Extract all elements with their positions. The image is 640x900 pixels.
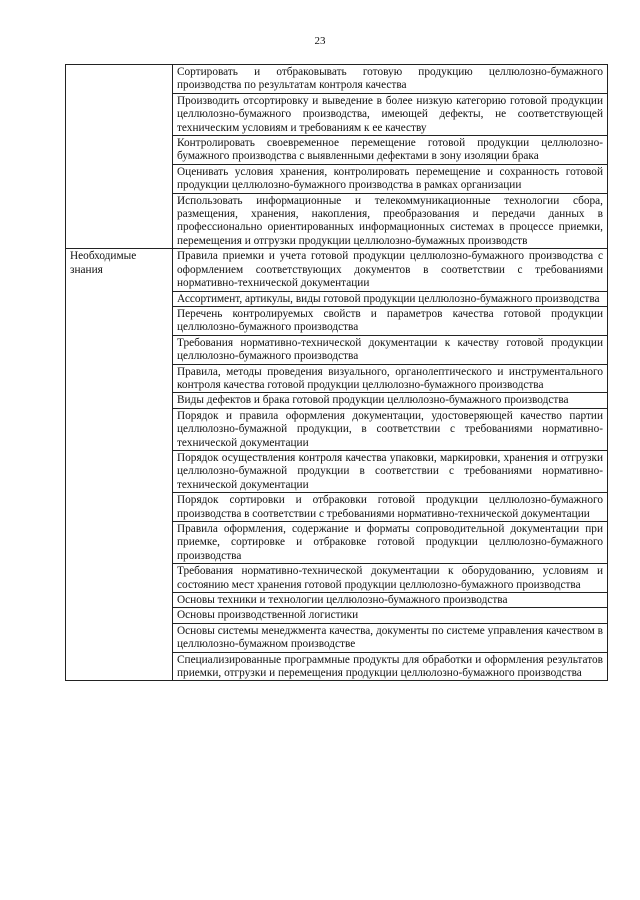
table-cell: Основы системы менеджмента качества, документы по системе управления качеством в целлюлозно-бумажном производстве bbox=[173, 623, 608, 652]
table-cell: Основы производственной логистики bbox=[173, 608, 608, 623]
table-cell: Контролировать своевременное перемещение готовой продукции целлюлозно-бумажного производства с выявленными дефектами в зону изоляции брака bbox=[173, 136, 608, 165]
table-cell: Перечень контролируемых свойств и параметров качества готовой продукции целлюлозно-бумажного производства bbox=[173, 306, 608, 335]
table-cell: Производить отсортировку и выведение в более низкую категорию готовой продукции целлюлозно-бумажного производства, имеющей дефекты, не соответствующей техническим условиям и требованиям к ее качеству bbox=[173, 93, 608, 135]
table-cell: Требования нормативно-технической документации к качеству готовой продукции целлюлозно-бумажного производства bbox=[173, 335, 608, 364]
table-row bbox=[66, 249, 608, 291]
table-cell: Порядок и правила оформления документации, удостоверяющей качество партии целлюлозно-бумажной продукции, в соответствии с требованиями нормативно-технической документации bbox=[173, 408, 608, 450]
table-cell: Порядок сортировки и отбраковки готовой продукции целлюлозно-бумажного производства в соответствии с требованиями нормативно-технической документации bbox=[173, 493, 608, 522]
table-cell: Специализированные программные продукты для обработки и оформления результатов приемки, отгрузки и перемещения продукции целлюлозно-бумажного производства bbox=[173, 652, 608, 681]
table-row bbox=[66, 65, 608, 94]
table-cell: Правила приемки и учета готовой продукции целлюлозно-бумажного производства с оформлением соответствующих документов в соответствии с требованиями нормативно-технической документации bbox=[173, 249, 608, 291]
table-cell: Ассортимент, артикулы, виды готовой продукции целлюлозно-бумажного производства bbox=[173, 291, 608, 306]
table-cell: Использовать информационные и телекоммуникационные технологии сбора, размещения, хранения, накопления, преобразования и передачи данных в профессионально ориентированных информационных системах в процессе приемки, перемещения и отгрузки продукции целлюлозно-бумажных производств bbox=[173, 193, 608, 249]
page-number: 23 bbox=[314, 35, 326, 47]
table-cell: Виды дефектов и брака готовой продукции целлюлозно-бумажного производства bbox=[173, 393, 608, 408]
section-label-skills bbox=[66, 65, 173, 249]
competency-table bbox=[65, 64, 608, 681]
table-cell: Порядок осуществления контроля качества упаковки, маркировки, хранения и отгрузки целлюлозно-бумажной продукции в соответствии с требованиями нормативно-технической документации bbox=[173, 450, 608, 492]
table-cell: Оценивать условия хранения, контролировать перемещение и сохранность готовой продукции целлюлозно-бумажного производства в рамках организации bbox=[173, 164, 608, 193]
table-cell: Сортировать и отбраковывать готовую продукцию целлюлозно-бумажного производства по результатам контроля качества bbox=[173, 65, 608, 94]
table-cell: Правила оформления, содержание и форматы сопроводительной документации при приемке, сортировке и отбраковке готовой продукции целлюлозно-бумажного производства bbox=[173, 522, 608, 564]
table-cell: Требования нормативно-технической документации к оборудованию, условиям и состоянию мест хранения готовой продукции целлюлозно-бумажного производства bbox=[173, 564, 608, 593]
table-cell: Основы техники и технологии целлюлозно-бумажного производства bbox=[173, 593, 608, 608]
section-label-knowledge: Необходимые знания bbox=[66, 249, 173, 681]
table-cell: Правила, методы проведения визуального, органолептического и инструментального контроля качества готовой продукции целлюлозно-бумажного производства bbox=[173, 364, 608, 393]
